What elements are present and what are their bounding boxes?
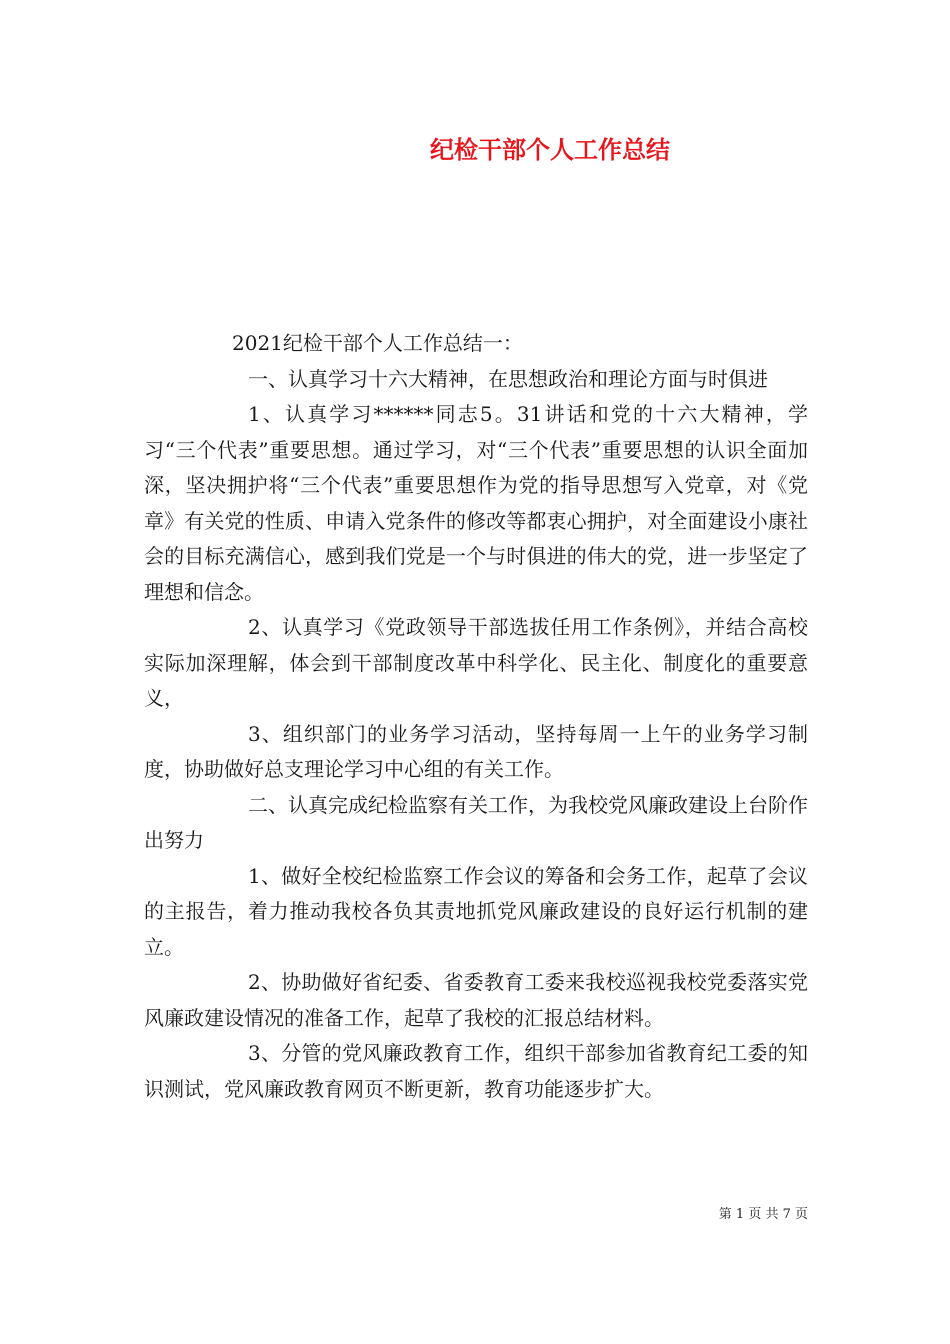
paragraph-intro: 2021纪检干部个人工作总结一： xyxy=(232,331,523,355)
paragraph-section-1-item-3: 3、组织部门的业务学习活动，坚持每周一上午的业务学习制度，协助做好总支理论学习中心组的有关工作。 xyxy=(144,721,808,781)
paragraph-section-1-item-2: 2、认真学习《党政领导干部选拔任用工作条例》，并结合高校实际加深理解，体会到干部制度改革中科学化、民主化、制度化的重要意义， xyxy=(144,615,808,710)
page-number-footer: 第 1 页 共 7 页 xyxy=(718,1207,808,1222)
paragraph-section-2-item-3: 3、分管的党风廉政教育工作，组织干部参加省教育纪工委的知识测试，党风廉政教育网页不断更新，教育功能逐步扩大。 xyxy=(144,1041,808,1101)
paragraph-section-1-item-1: 1、认真学习******同志5。31讲话和党的十六大精神，学习“三个代表”重要思想。通过学习，对“三个代表”重要思想的认识全面加深，坚决拥护将“三个代表”重要思想作为党的指导思想写入党章，对《党章》有关党的性质、申请入党条件的修改等都衷心拥护，对全面建设小康社会的目标充满信心，感到我们党是一个与时俱进的伟大的党，进一步坚定了理想和信念。 xyxy=(144,402,808,604)
document-body xyxy=(144,326,808,1107)
paragraph-section-2-heading: 二、认真完成纪检监察有关工作，为我校党风廉政建设上台阶作出努力 xyxy=(144,792,808,852)
paragraph-section-2-item-2: 2、协助做好省纪委、省委教育工委来我校巡视我校党委落实党风廉政建设情况的准备工作，起草了我校的汇报总结材料。 xyxy=(144,970,808,1030)
paragraph-section-1-heading: 一、认真学习十六大精神，在思想政治和理论方面与时俱进 xyxy=(248,366,768,391)
document-title: 纪检干部个人工作总结 xyxy=(430,136,670,164)
paragraph-section-2-item-1: 1、做好全校纪检监察工作会议的筹备和会务工作，起草了会议的主报告，着力推动我校各负其责地抓党风廉政建设的良好运行机制的建立。 xyxy=(144,863,808,959)
